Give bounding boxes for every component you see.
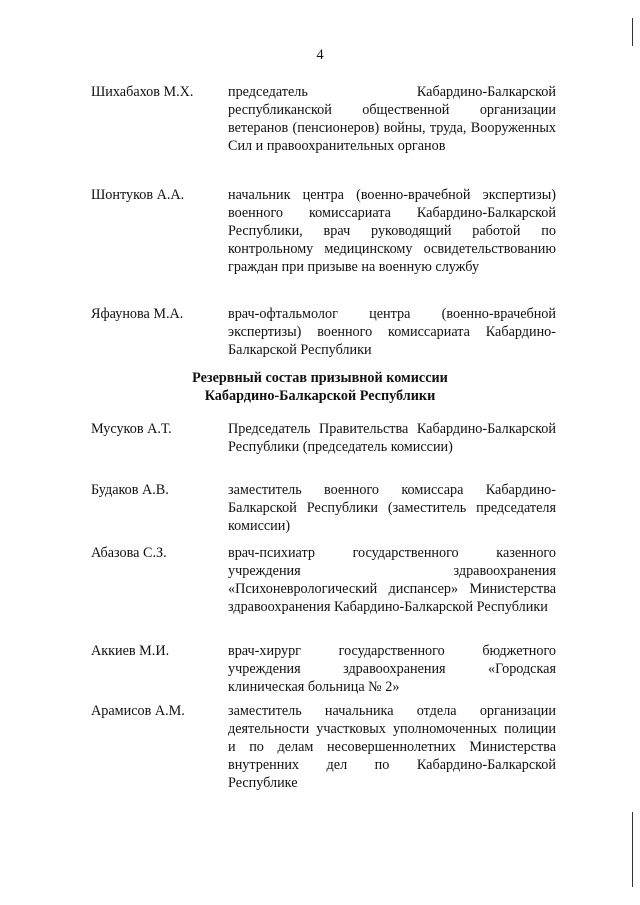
member-name: Абазова С.З. — [91, 545, 167, 561]
member-name: Будаков А.В. — [91, 482, 169, 498]
member-entry-shontukov — [91, 186, 556, 276]
member-role: заместитель начальника отдела организации деятельности участковых уполномоченных полиции и по делам несовершеннолетних Министерства внутренних дел по Кабардино-Балкарской Республике — [228, 703, 556, 791]
reserve-entry-budakov — [91, 481, 556, 535]
member-name: Шихабахов М.Х. — [91, 84, 194, 100]
reserve-entry-akkiev — [91, 642, 556, 696]
member-entry-yafaunova — [91, 305, 556, 359]
member-name: Арамисов А.М. — [91, 703, 185, 719]
member-name: Яфаунова М.А. — [91, 306, 184, 322]
reserve-entry-aramisov — [91, 702, 556, 792]
member-role: заместитель военного комиссара Кабардино-Балкарской Республики (заместитель председателя комиссии) — [228, 482, 556, 534]
member-role: Председатель Правительства Кабардино-Балкарской Республики (председатель комиссии) — [228, 421, 556, 455]
reserve-entry-musukov — [91, 420, 556, 456]
member-name: Аккиев М.И. — [91, 643, 170, 659]
reserve-heading-line1: Резервный состав призывной комиссии — [192, 370, 448, 386]
scan-edge-line-top — [632, 18, 633, 46]
scan-edge-line-bottom — [632, 812, 633, 887]
member-role: врач-офтальмолог центра (военно-врачебной экспертизы) военного комиссариата Кабардино-Балкарской Республики — [228, 306, 556, 358]
page-number: 4 — [316, 47, 324, 63]
reserve-entry-abazova — [91, 544, 556, 616]
member-name: Шонтуков А.А. — [91, 187, 185, 203]
member-name: Мусуков А.Т. — [91, 421, 172, 437]
reserve-heading — [0, 369, 640, 405]
member-entry-shikhabakhov — [91, 83, 556, 155]
member-role: председатель Кабардино-Балкарской республиканской общественной организации ветеранов (пенсионеров) войны, труда, Вооруженных Сил и правоохранительных органов — [228, 84, 556, 154]
member-role: начальник центра (военно-врачебной экспертизы) военного комиссариата Кабардино-Балкарской Республики, врач руководящий работой по контрольному медицинскому освидетельствованию граждан при призыве на военную службу — [228, 187, 556, 275]
member-role: врач-психиатр государственного казенного учреждения здравоохранения «Психоневрологический диспансер» Министерства здравоохранения Кабардино-Балкарской Республики — [228, 545, 556, 615]
member-role: врач-хирург государственного бюджетного учреждения здравоохранения «Городская клиническая больница № 2» — [228, 643, 556, 695]
reserve-heading-line2: Кабардино-Балкарской Республики — [204, 388, 436, 404]
